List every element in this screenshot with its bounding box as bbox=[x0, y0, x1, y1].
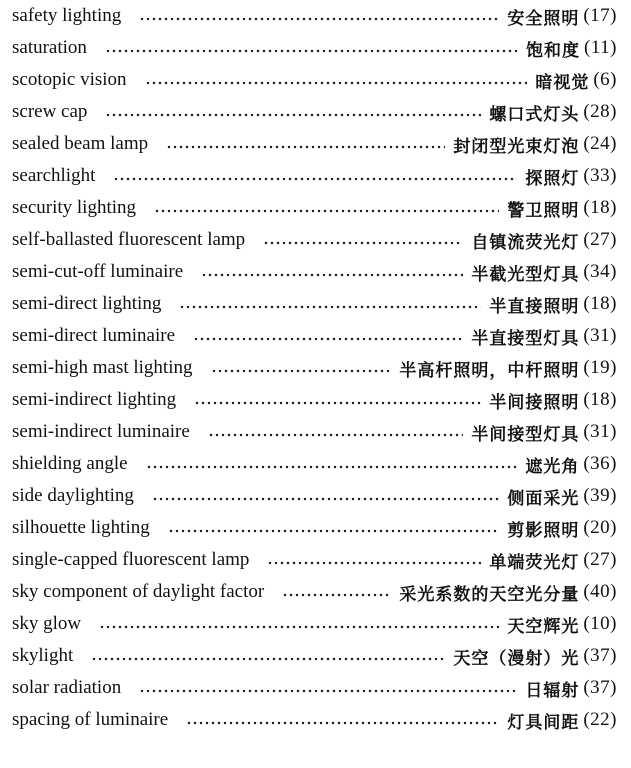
dot-leader bbox=[282, 593, 391, 597]
glossary-entry bbox=[12, 128, 617, 160]
term-chinese: 天空（漫射）光 bbox=[453, 648, 580, 669]
term-chinese: 半直接照明 bbox=[489, 296, 580, 317]
dot-leader bbox=[201, 273, 463, 277]
term-chinese: 天空辉光 bbox=[507, 616, 580, 637]
page-reference: (6) bbox=[593, 69, 617, 90]
glossary-entry bbox=[12, 192, 617, 224]
term-chinese: 饱和度 bbox=[526, 40, 581, 61]
page-reference: (11) bbox=[584, 37, 617, 58]
term-chinese: 侧面采光 bbox=[507, 488, 580, 509]
dot-leader bbox=[208, 433, 464, 437]
glossary-entry bbox=[12, 544, 617, 576]
glossary-entry bbox=[12, 320, 617, 352]
glossary-entry bbox=[12, 352, 617, 384]
term-chinese: 封闭型光束灯泡 bbox=[453, 136, 580, 157]
glossary-entry bbox=[12, 96, 617, 128]
dot-leader bbox=[186, 721, 499, 725]
term-english: sky glow bbox=[12, 613, 82, 634]
term-english: scotopic vision bbox=[12, 69, 127, 90]
page-reference: (40) bbox=[583, 581, 617, 602]
dot-leader bbox=[105, 113, 481, 117]
dot-leader bbox=[194, 401, 481, 405]
term-english: screw cap bbox=[12, 101, 88, 122]
page-reference: (36) bbox=[583, 453, 617, 474]
page-reference: (37) bbox=[583, 645, 617, 666]
term-chinese: 半间接照明 bbox=[489, 392, 580, 413]
page-reference: (20) bbox=[583, 517, 617, 538]
dot-leader bbox=[154, 209, 499, 213]
dot-leader bbox=[179, 305, 481, 309]
glossary-entry bbox=[12, 256, 617, 288]
dot-leader bbox=[139, 17, 499, 21]
page-reference: (18) bbox=[583, 197, 617, 218]
dot-leader bbox=[99, 625, 499, 629]
dot-leader bbox=[193, 337, 463, 341]
page-reference: (33) bbox=[583, 165, 617, 186]
term-english: semi-high mast lighting bbox=[12, 357, 193, 378]
term-english: self-ballasted fluorescent lamp bbox=[12, 229, 246, 250]
term-english: saturation bbox=[12, 37, 87, 58]
term-english: shielding angle bbox=[12, 453, 128, 474]
term-chinese: 遮光角 bbox=[525, 456, 580, 477]
term-chinese: 半间接型灯具 bbox=[471, 424, 580, 445]
dot-leader bbox=[139, 689, 517, 693]
glossary-entry bbox=[12, 704, 617, 736]
page-reference: (17) bbox=[583, 5, 617, 26]
glossary-entry bbox=[12, 672, 617, 704]
dot-leader bbox=[211, 369, 392, 373]
term-english: sky component of daylight factor bbox=[12, 581, 265, 602]
dot-leader bbox=[146, 465, 518, 469]
glossary-entry bbox=[12, 608, 617, 640]
term-chinese: 半高杆照明，中杆照明 bbox=[399, 360, 580, 381]
dot-leader bbox=[105, 49, 518, 53]
term-english: semi-direct lighting bbox=[12, 293, 162, 314]
dot-leader bbox=[113, 177, 517, 181]
page-reference: (39) bbox=[583, 485, 617, 506]
glossary-entry bbox=[12, 480, 617, 512]
page-reference: (34) bbox=[583, 261, 617, 282]
term-english: single-capped fluorescent lamp bbox=[12, 549, 250, 570]
term-english: side daylighting bbox=[12, 485, 134, 506]
term-english: silhouette lighting bbox=[12, 517, 150, 538]
term-english: security lighting bbox=[12, 197, 137, 218]
page-reference: (18) bbox=[583, 389, 617, 410]
page-reference: (27) bbox=[583, 549, 617, 570]
term-chinese: 单端荧光灯 bbox=[489, 552, 580, 573]
glossary-entry bbox=[12, 64, 617, 96]
glossary-entry bbox=[12, 224, 617, 256]
term-chinese: 螺口式灯头 bbox=[489, 104, 580, 125]
term-chinese: 采光系数的天空光分量 bbox=[399, 584, 580, 605]
page-reference: (19) bbox=[583, 357, 617, 378]
page-reference: (37) bbox=[583, 677, 617, 698]
dot-leader bbox=[168, 529, 500, 533]
dot-leader bbox=[91, 657, 445, 661]
glossary-entry bbox=[12, 0, 617, 32]
term-english: solar radiation bbox=[12, 677, 122, 698]
dot-leader bbox=[152, 497, 499, 501]
page-reference: (31) bbox=[583, 421, 617, 442]
term-english: semi-indirect luminaire bbox=[12, 421, 190, 442]
term-english: skylight bbox=[12, 645, 74, 666]
page-reference: (24) bbox=[583, 133, 617, 154]
term-english: searchlight bbox=[12, 165, 96, 186]
dot-leader bbox=[145, 81, 528, 85]
term-english: semi-direct luminaire bbox=[12, 325, 176, 346]
term-english: semi-cut-off luminaire bbox=[12, 261, 184, 282]
dot-leader bbox=[263, 241, 463, 245]
term-english: spacing of luminaire bbox=[12, 709, 169, 730]
term-chinese: 剪影照明 bbox=[507, 520, 580, 541]
term-english: safety lighting bbox=[12, 5, 122, 26]
term-chinese: 灯具间距 bbox=[507, 712, 580, 733]
term-english: sealed beam lamp bbox=[12, 133, 149, 154]
page-reference: (28) bbox=[583, 101, 617, 122]
glossary-entry bbox=[12, 416, 617, 448]
term-chinese: 警卫照明 bbox=[507, 200, 580, 221]
page-reference: (31) bbox=[583, 325, 617, 346]
term-chinese: 日辐射 bbox=[525, 680, 580, 701]
glossary-entry bbox=[12, 32, 617, 64]
term-chinese: 安全照明 bbox=[507, 8, 580, 29]
term-chinese: 暗视觉 bbox=[535, 72, 590, 93]
dot-leader bbox=[166, 145, 445, 149]
glossary-entry bbox=[12, 160, 617, 192]
dot-leader bbox=[267, 561, 481, 565]
term-chinese: 自镇流荧光灯 bbox=[471, 232, 580, 253]
glossary-entry bbox=[12, 384, 617, 416]
glossary-entry bbox=[12, 512, 617, 544]
glossary-entry bbox=[12, 448, 617, 480]
term-chinese: 半直接型灯具 bbox=[471, 328, 580, 349]
glossary-entry bbox=[12, 288, 617, 320]
term-chinese: 半截光型灯具 bbox=[471, 264, 580, 285]
term-english: semi-indirect lighting bbox=[12, 389, 177, 410]
term-chinese: 探照灯 bbox=[525, 168, 580, 189]
page-reference: (22) bbox=[583, 709, 617, 730]
page-reference: (18) bbox=[583, 293, 617, 314]
page-reference: (27) bbox=[583, 229, 617, 250]
glossary-entry bbox=[12, 640, 617, 672]
page-reference: (10) bbox=[583, 613, 617, 634]
glossary-entry bbox=[12, 576, 617, 608]
